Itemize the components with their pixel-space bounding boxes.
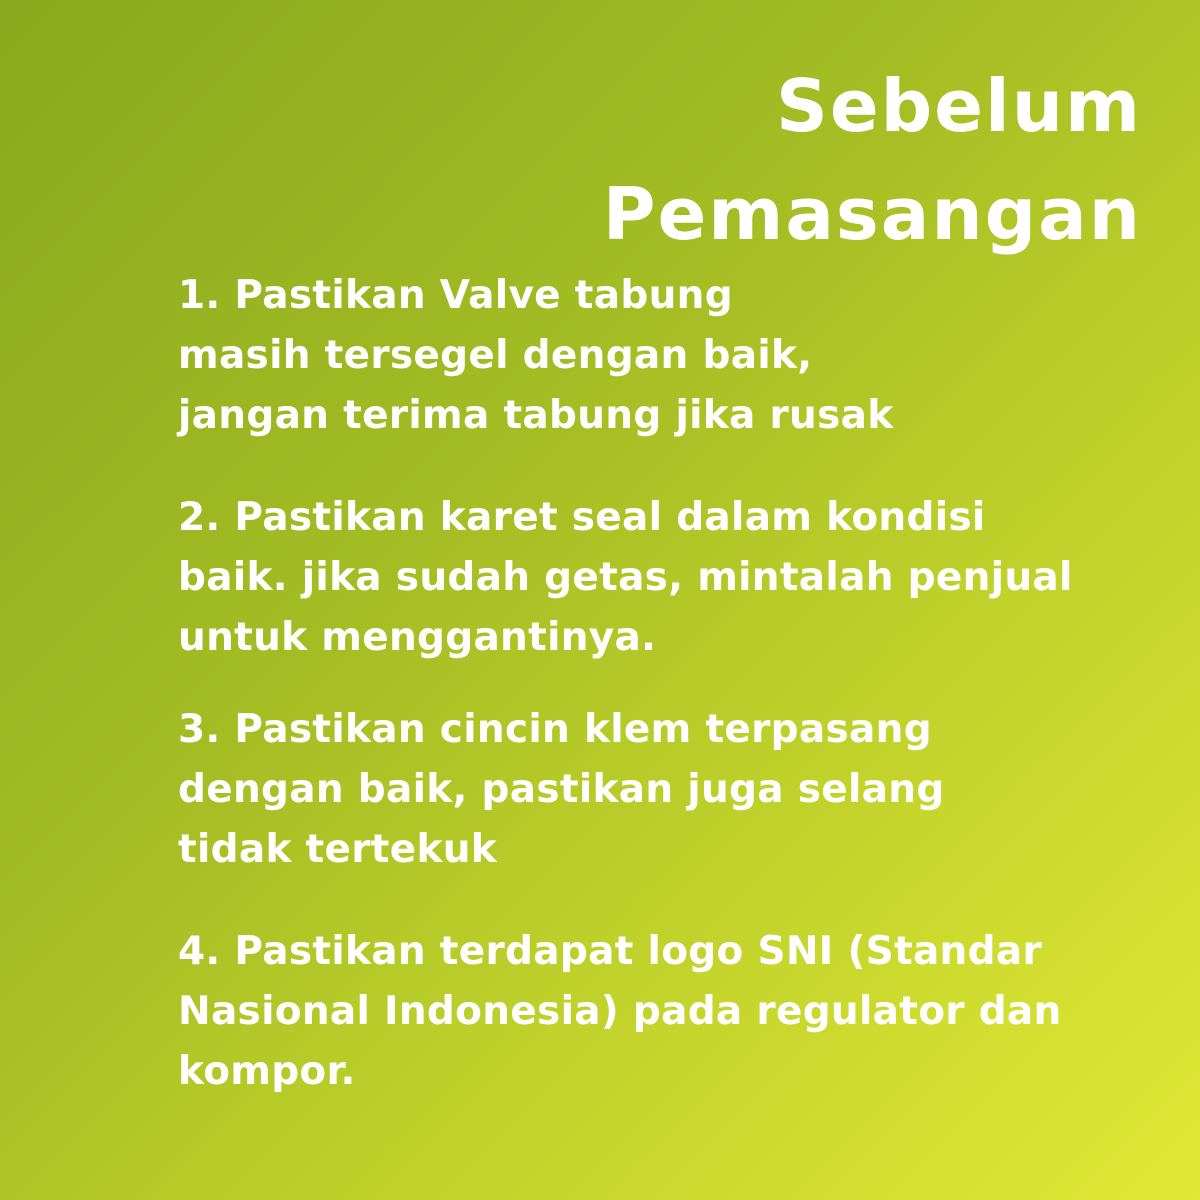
instruction-line: tidak tertekuk <box>178 827 498 872</box>
instruction-line: Nasional Indonesia) pada regulator dan <box>178 989 1062 1034</box>
instruction-line: 3. Pastikan cincin klem terpasang <box>178 707 932 752</box>
instruction-item-3 <box>178 700 945 880</box>
title-line-1: Sebelum <box>775 64 1142 148</box>
instruction-line: kompor. <box>178 1049 356 1094</box>
instruction-line: 4. Pastikan terdapat logo SNI (Standar <box>178 929 1042 974</box>
instruction-line: 1. Pastikan Valve tabung <box>178 273 733 318</box>
instruction-item-4 <box>178 922 1062 1102</box>
instruction-line: jangan terima tabung jika rusak <box>178 393 894 438</box>
instruction-line: baik. jika sudah getas, mintalah penjual <box>178 555 1073 600</box>
poster-title <box>603 52 1142 268</box>
instruction-item-2 <box>178 488 1073 668</box>
instruction-line: 2. Pastikan karet seal dalam kondisi <box>178 495 986 540</box>
title-line-2: Pemasangan <box>602 172 1142 256</box>
instruction-line: untuk menggantinya. <box>178 615 657 660</box>
instruction-line: dengan baik, pastikan juga selang <box>178 767 945 812</box>
instruction-item-1 <box>178 266 894 446</box>
instruction-line: masih tersegel dengan baik, <box>178 333 813 378</box>
